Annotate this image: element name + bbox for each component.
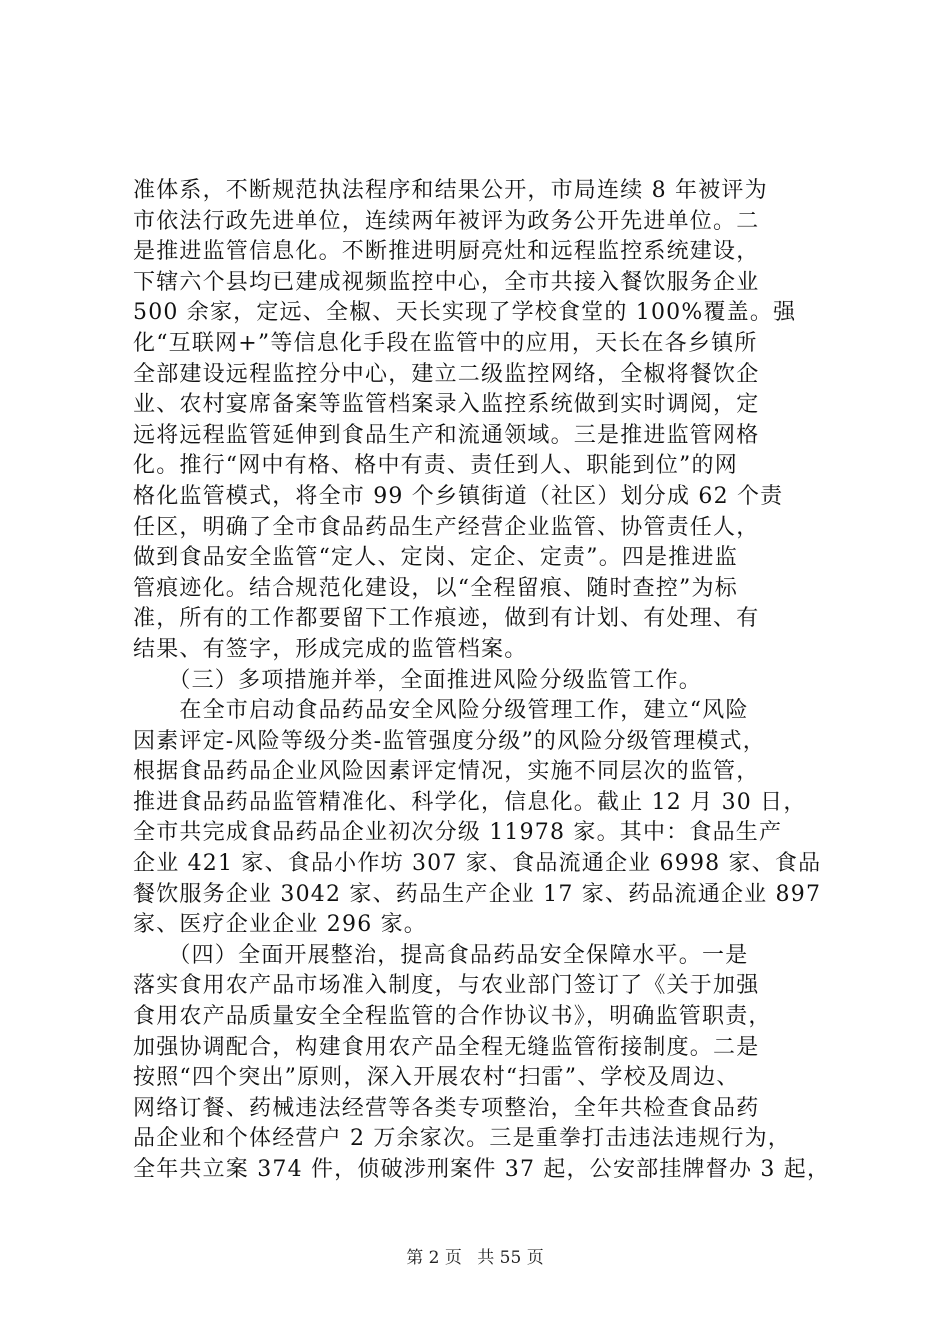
text-line: 管痕迹化。结合规范化建设，以“全程留痕、随时查控”为标 bbox=[133, 575, 738, 601]
text-line: 在全市启动食品药品安全风险分级管理工作，建立“风险 bbox=[133, 698, 749, 724]
text-line: 落实食用农产品市场准入制度，与农业部门签订了《关于加强 bbox=[133, 973, 760, 999]
text-line: 因素评定-风险等级分类-监管强度分级”的风险分级管理模式， bbox=[133, 728, 766, 754]
text-line: 按照“四个突出”原则，深入开展农村“扫雷”、学校及周边、 bbox=[133, 1065, 740, 1091]
text-line: 企业 421 家、食品小作坊 307 家、食品流通企业 6998 家、食品 bbox=[133, 851, 822, 877]
text-line: 下辖六个县均已建成视频监控中心，全市共接入餐饮服务企业 bbox=[133, 269, 760, 295]
body-text bbox=[133, 176, 833, 1186]
text-line: 全年共立案 374 件，侦破涉刑案件 37 起，公安部挂牌督办 3 起， bbox=[133, 1157, 831, 1182]
page-number: 第 2 页 bbox=[406, 1248, 462, 1268]
text-line: 500 余家，定远、全椒、天长实现了学校食堂的 100%覆盖。强 bbox=[133, 300, 797, 326]
text-line: 根据食品药品企业风险因素评定情况，实施不同层次的监管， bbox=[133, 759, 760, 785]
text-line: 市依法行政先进单位，连续两年被评为政务公开先进单位。二 bbox=[133, 208, 760, 234]
text-line: 加强协调配合，构建食用农产品全程无缝监管衔接制度。二是 bbox=[133, 1034, 760, 1060]
text-line: 化。推行“网中有格、格中有责、责任到人、职能到位”的网 bbox=[133, 453, 738, 479]
text-line: 远将远程监管延伸到食品生产和流通领域。三是推进监管网格 bbox=[133, 422, 760, 448]
text-line: 餐饮服务企业 3042 家、药品生产企业 17 家、药品流通企业 897 bbox=[133, 881, 822, 907]
text-line: 品企业和个体经营户 2 万余家次。三是重拳打击违法违规行为， bbox=[133, 1126, 791, 1152]
text-line: 业、农村宴席备案等监管档案录入监控系统做到实时调阅，定 bbox=[133, 392, 760, 418]
text-line: 化“互联网+”等信息化手段在监管中的应用，天长在各乡镇所 bbox=[133, 330, 758, 356]
text-line: 格化监管模式，将全市 99 个乡镇街道（社区）划分成 62 个责 bbox=[133, 483, 784, 509]
section-heading: （三）多项措施并举，全面推进风险分级监管工作。 bbox=[133, 667, 703, 693]
page-total: 共 55 页 bbox=[477, 1248, 544, 1268]
text-line: 是推进监管信息化。不断推进明厨亮灶和远程监控系统建设， bbox=[133, 239, 760, 265]
text-line: 全市共完成食品药品企业初次分级 11978 家。其中：食品生产 bbox=[133, 820, 783, 846]
text-line: 全部建设远程监控分中心，建立二级监控网络，全椒将餐饮企 bbox=[133, 361, 760, 387]
section-heading: （四）全面开展整治，提高食品药品安全保障水平。一是 bbox=[133, 942, 749, 968]
text-line: 做到食品安全监管“定人、定岗、定企、定责”。四是推进监 bbox=[133, 545, 738, 571]
text-line: 网络订餐、药械违法经营等各类专项整治，全年共检查食品药 bbox=[133, 1095, 760, 1121]
page-footer bbox=[0, 1243, 950, 1268]
text-line: 结果、有签字，形成完成的监管档案。 bbox=[133, 636, 528, 662]
text-line: 任区，明确了全市食品药品生产经营企业监管、协管责任人， bbox=[133, 514, 760, 540]
text-line: 食用农产品质量安全全程监管的合作协议书》，明确监管职责， bbox=[133, 1004, 772, 1030]
text-line: 准，所有的工作都要留下工作痕迹，做到有计划、有处理、有 bbox=[133, 606, 760, 632]
text-line: 准体系，不断规范执法程序和结果公开，市局连续 8 年被评为 bbox=[133, 178, 768, 203]
text-line: 家、医疗企业企业 296 家。 bbox=[133, 912, 427, 938]
text-line: 推进食品药品监管精准化、科学化，信息化。截止 12 月 30 日， bbox=[133, 789, 807, 815]
